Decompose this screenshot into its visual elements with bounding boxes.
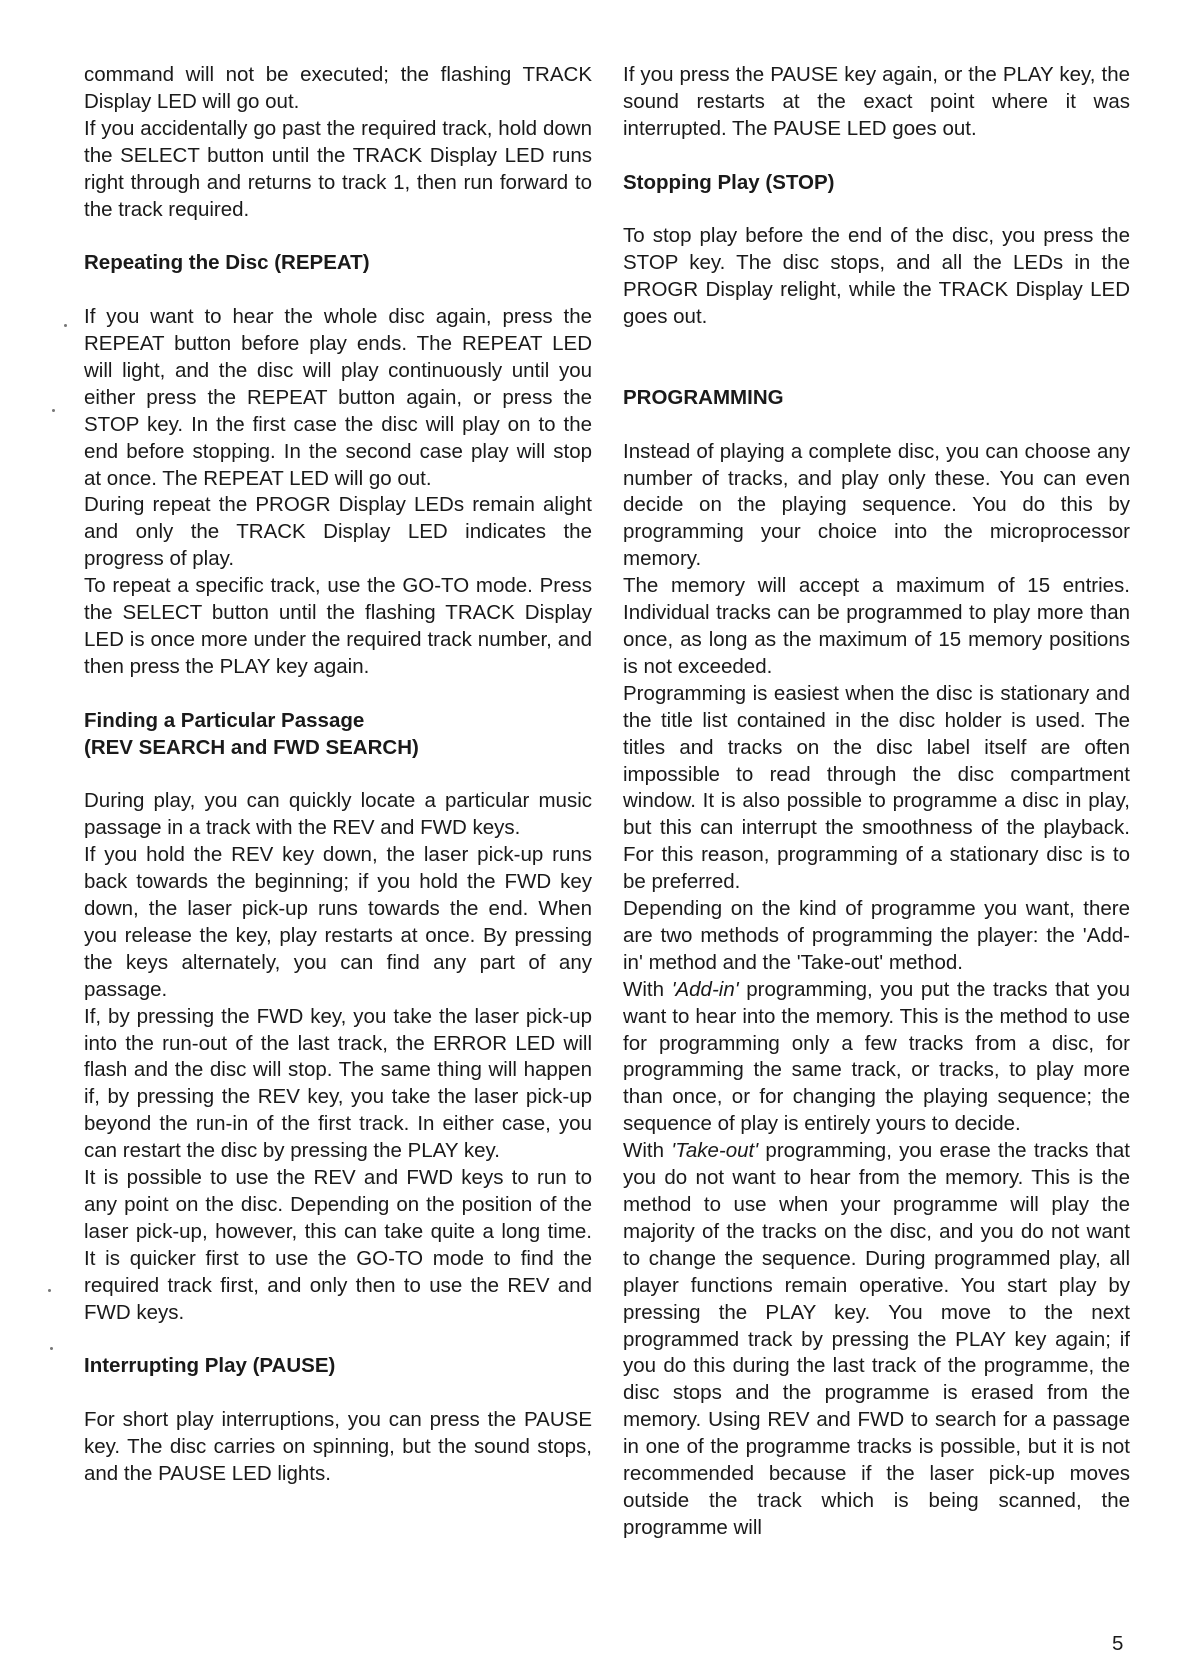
spacer [84, 1380, 592, 1407]
paragraph: If you accidentally go past the required track, hold down the SELECT button until the TRACK Display LED runs right through and returns to track 1, then run forward to the track required. [84, 116, 592, 221]
paragraph: command will not be executed; the flashing TRACK Display LED will go out. [84, 63, 592, 113]
paragraph: The memory will accept a maximum of 15 entries. Individual tracks can be programmed to play more than once, as long as the maximum of 15 memory positions is not exceeded. [623, 574, 1130, 678]
text-run: With [623, 977, 672, 1001]
spacer [84, 223, 592, 250]
paragraph-add-in [623, 977, 1130, 1138]
paragraph: If you hold the REV key down, the laser pick-up runs back towards the beginning; if you hold the FWD key down, the laser pick-up runs towards the end. When you release the key, play restarts at once. By pressing the keys alternately, you can find any part of any passage. [84, 843, 592, 1001]
term-add-in: 'Add-in' [671, 977, 739, 1001]
text-run: With [623, 1139, 672, 1163]
paragraph-take-out [623, 1138, 1130, 1542]
heading-repeat: Repeating the Disc (REPEAT) [84, 251, 370, 275]
paragraph: During play, you can quickly locate a particular music passage in a track with the REV and FWD keys. [84, 789, 592, 840]
paragraph: Depending on the kind of programme you want, there are two methods of programming the player: the 'Add-in' method and the 'Take-out' method. [623, 897, 1130, 974]
spacer [84, 1327, 592, 1354]
scan-speck [52, 409, 55, 412]
paragraph: If you want to hear the whole disc again, press the REPEAT button before play ends. The REPEAT LED will light, and the disc will play continuously until you either press the REPEAT button again, or press the STOP key. In the first case the disc will play on to the end before stopping. In the second case play will stop at once. The REPEAT LED will go out. [84, 305, 592, 490]
left-column [84, 62, 592, 1488]
term-take-out: 'Take-out' [671, 1139, 759, 1163]
heading-stop: Stopping Play (STOP) [623, 170, 835, 194]
page-number: 5 [1112, 1632, 1124, 1655]
paragraph: If you press the PAUSE key again, or the PLAY key, the sound restarts at the exact point where it was interrupted. The PAUSE LED goes out. [623, 63, 1130, 140]
paragraph: To repeat a specific track, use the GO-TO mode. Press the SELECT button until the flashing TRACK Display LED is once more under the required track number, and then press the PLAY key again. [84, 574, 592, 678]
paragraph: For short play interruptions, you can press the PAUSE key. The disc carries on spinning, but the sound stops, and the PAUSE LED lights. [84, 1408, 592, 1486]
heading-programming: PROGRAMMING [623, 385, 784, 409]
spacer [623, 412, 1130, 439]
paragraph: It is possible to use the REV and FWD keys to run to any point on the disc. Depending on the position of the laser pick-up, however, this can take quite a long time. It is quicker first to use the GO-TO mode to find the required track first, and only then to use the REV and FWD keys. [84, 1166, 592, 1324]
paragraph: If, by pressing the FWD key, you take the laser pick-up into the run-out of the last track, the ERROR LED will flash and the disc will stop. The same thing will happen if, by pressing the REV key, you take the laser pick-up beyond the run-in of the first track. In either case, you can restart the disc by pressing the PLAY key. [84, 1004, 592, 1163]
text-run: programming, you erase the tracks that you do not want to hear from the memory. This is the method to use when your programme will play the majority of the tracks on the disc, and you do not want to change the sequence. During programmed play, all player functions remain operative. You start play by pressing the PLAY key. You move to the next programmed track by pressing the PLAY key again; if you do this during the last track of the programme, the disc stops and the programme is erased from the memory. Using REV and FWD to search for a passage in one of the programme tracks is possible, but it is not recommended because if the laser pick-up moves outside the track which is being scanned, the programme will [623, 1139, 1130, 1539]
paragraph: Programming is easiest when the disc is stationary and the title list contained in the disc holder is used. The titles and tracks on the disc label itself are often impossible to read through the disc compartment window. It is also possible to programme a disc in play, but this can interrupt the smoothness of the playback. For this reason, programming of a stationary disc is to be preferred. [623, 681, 1130, 894]
paragraph: To stop play before the end of the disc, you press the STOP key. The disc stops, and all the LEDs in the PROGR Display relight, while the TRACK Display LED goes out. [623, 224, 1130, 329]
paragraph: Instead of playing a complete disc, you can choose any number of tracks, and play only these. You can even decide on the playing sequence. You do this by programming your choice into the microprocessor memory. [623, 439, 1130, 571]
heading-pause: Interrupting Play (PAUSE) [84, 1354, 336, 1378]
paragraph: During repeat the PROGR Display LEDs remain alight and only the TRACK Display LED indicates the progress of play. [84, 493, 592, 571]
heading-search-line-1: Finding a Particular Passage [84, 708, 365, 732]
spacer [84, 277, 592, 304]
scan-speck [48, 1289, 51, 1292]
spacer [623, 331, 1130, 385]
scan-speck [50, 1347, 53, 1350]
spacer [84, 762, 592, 789]
heading-search-line-2: (REV SEARCH and FWD SEARCH) [84, 735, 419, 759]
text-run: programming, you put the tracks that you want to hear into the memory. This is the method to use for programming only a few tracks from a disc, for programming the same track, or tracks, to play more than once, or for changing the playing sequence; the sequence of play is entirely yours to decide. [623, 977, 1130, 1136]
spacer [623, 197, 1130, 224]
scan-speck [64, 324, 67, 327]
spacer [623, 143, 1130, 170]
spacer [84, 681, 592, 708]
right-column [623, 62, 1130, 1542]
